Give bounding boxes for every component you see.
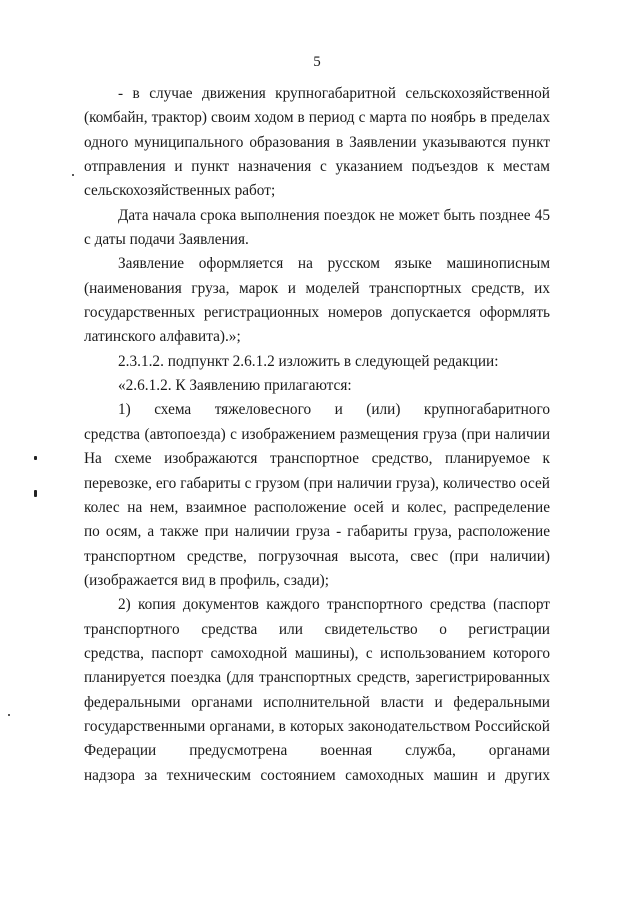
text-line: надзора за техническим состоянием самоходных машин и других xyxy=(84,766,550,784)
text-line: средства (автопоезда) с изображением размещения груза (при наличии xyxy=(84,425,550,443)
text-line: (наименования груза, марок и моделей транспортных средств, их xyxy=(84,279,550,297)
text-line: 2) копия документов каждого транспортного средства (паспорт xyxy=(118,596,550,614)
text-line: Дата начала срока выполнения поездок не может быть позднее 45 xyxy=(118,206,550,224)
text-line: по осям, а также при наличии груза - габариты груза, расположение xyxy=(84,523,550,541)
text-line: Заявление оформляется на русском языке машинописным xyxy=(118,255,550,273)
text-line: (изображается вид в профиль, сзади); xyxy=(84,571,329,589)
text-line: латинского алфавита).»; xyxy=(84,328,241,346)
text-line: колес на нем, взаимное расположение осей и колес, распределение xyxy=(84,498,550,516)
scan-speck xyxy=(72,174,74,176)
text-line: государственными органами, в которых законодательством Российской xyxy=(84,717,550,735)
text-line: перевозке, его габариты с грузом (при наличии груза), количество осей xyxy=(84,474,550,492)
text-line: Федерации предусмотрена военная служба, органами xyxy=(84,742,550,760)
text-line: средства, паспорт самоходной машины), с использованием которого xyxy=(84,644,550,662)
text-line: 2.3.1.2. подпункт 2.6.1.2 изложить в следующей редакции: xyxy=(118,352,499,370)
document-body xyxy=(84,82,550,788)
text-line: «2.6.1.2. К Заявлению прилагаются: xyxy=(118,377,352,395)
text-line: государственных регистрационных номеров допускается оформлять xyxy=(84,304,550,322)
text-line: одного муниципального образования в Заявлении указываются пункт xyxy=(84,133,550,151)
text-line: отправления и пункт назначения с указанием подъездов к местам xyxy=(84,158,550,176)
text-line: планируется поездка (для транспортных средств, зарегистрированных xyxy=(84,669,550,687)
text-line: с даты подачи Заявления. xyxy=(84,231,249,249)
page-number: 5 xyxy=(313,54,321,70)
text-line: транспортного средства или свидетельство о регистрации xyxy=(84,620,550,638)
text-line: (комбайн, трактор) своим ходом в период с марта по ноябрь в пределах xyxy=(84,109,550,127)
text-line: федеральными органами исполнительной власти и федеральными xyxy=(84,693,550,711)
scan-speck xyxy=(34,456,37,460)
scan-speck xyxy=(8,714,10,716)
scan-speck xyxy=(34,490,37,497)
text-line: транспортном средстве, погрузочная высота, свес (при наличии) xyxy=(84,547,550,565)
text-line: 1) схема тяжеловесного и (или) крупногабаритного xyxy=(118,401,550,419)
text-line: На схеме изображаются транспортное средство, планируемое к xyxy=(84,450,550,468)
text-line: - в случае движения крупногабаритной сельскохозяйственной xyxy=(118,85,550,102)
text-line: сельскохозяйственных работ; xyxy=(84,182,276,200)
